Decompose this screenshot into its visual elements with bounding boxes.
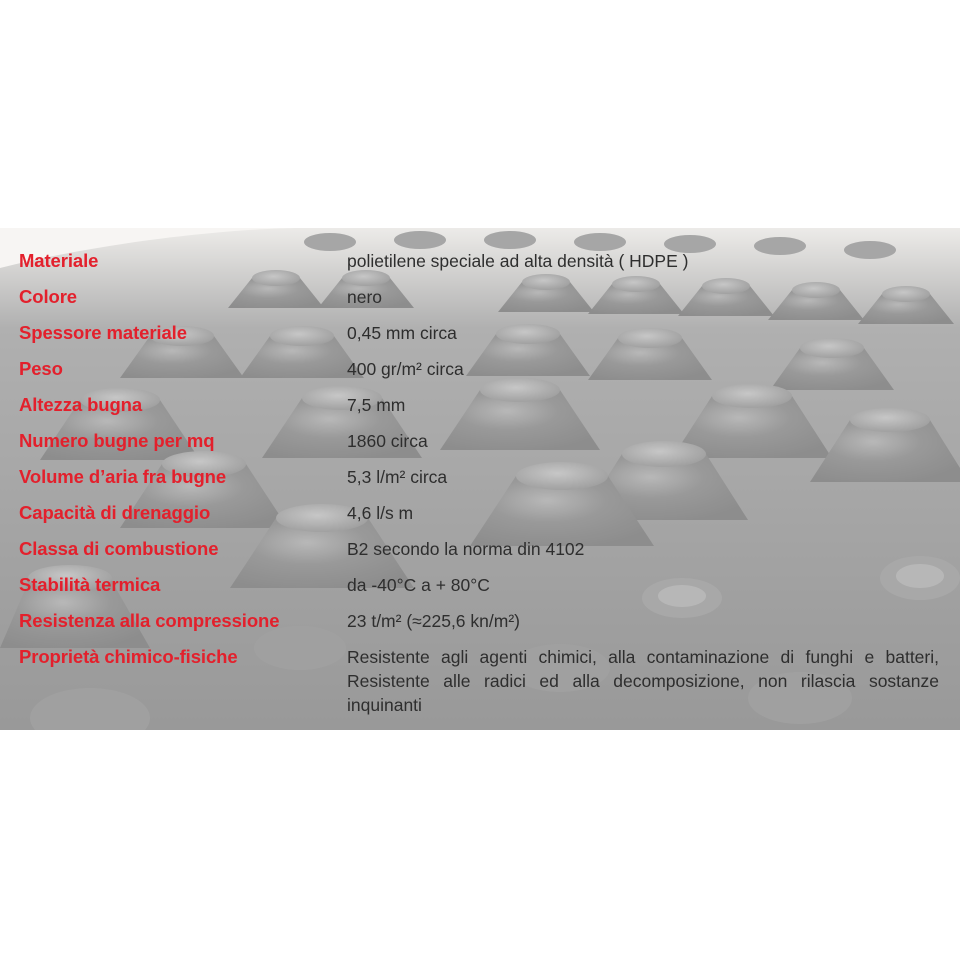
spec-panel (0, 228, 960, 730)
spec-label: Proprietà chimico-fisiche (19, 646, 238, 667)
spec-label: Resistenza alla compressione (19, 610, 280, 631)
spec-row-numero-bugne (0, 428, 960, 464)
spec-row-altezza-bugna (0, 392, 960, 428)
spec-label: Stabilità termica (19, 574, 161, 595)
spec-row-stabilita-termica (0, 572, 960, 608)
spec-label: Peso (19, 358, 63, 379)
spec-label: Capacità di drenaggio (19, 502, 211, 523)
spec-row-spessore (0, 320, 960, 356)
spec-row-volume-aria (0, 464, 960, 500)
spec-label: Materiale (19, 250, 99, 271)
spec-label: Colore (19, 286, 77, 307)
spec-value: B2 secondo la norma din 4102 (347, 539, 585, 559)
spec-value: nero (347, 287, 383, 307)
spec-label: Volume d’aria fra bugne (19, 466, 227, 487)
spec-label: Numero bugne per mq (19, 430, 215, 451)
spec-value: 0,45 mm circa (347, 323, 457, 343)
spec-row-materiale (0, 248, 960, 284)
spec-row-classa-combustione (0, 536, 960, 572)
spec-label: Classa di combustione (19, 538, 219, 559)
spec-value: 1860 circa (347, 431, 428, 451)
spec-value: da -40°C a + 80°C (347, 575, 490, 595)
spec-value: 7,5 mm (347, 395, 406, 415)
spec-list (0, 248, 960, 716)
spec-row-capacita-drenaggio (0, 500, 960, 536)
spec-value: 23 t/m² (≈225,6 kn/m²) (347, 611, 520, 631)
spec-value: Resistente agli agenti chimici, alla contaminazione di funghi e batteri, Resistente alle radici ed alla decomposizione, non rilascia sostanze inquinanti (347, 647, 939, 715)
spec-row-colore (0, 284, 960, 320)
spec-value: polietilene speciale ad alta densità ( HDPE ) (347, 251, 689, 271)
spec-label: Altezza bugna (19, 394, 143, 415)
spec-label: Spessore materiale (19, 322, 187, 343)
spec-value: 400 gr/m² circa (347, 359, 464, 379)
spec-value: 5,3 l/m² circa (347, 467, 448, 487)
spec-row-peso (0, 356, 960, 392)
spec-row-resistenza-compressione (0, 608, 960, 644)
spec-value: 4,6 l/s m (347, 503, 414, 523)
spec-row-proprieta-chimico-fisiche (0, 644, 960, 716)
